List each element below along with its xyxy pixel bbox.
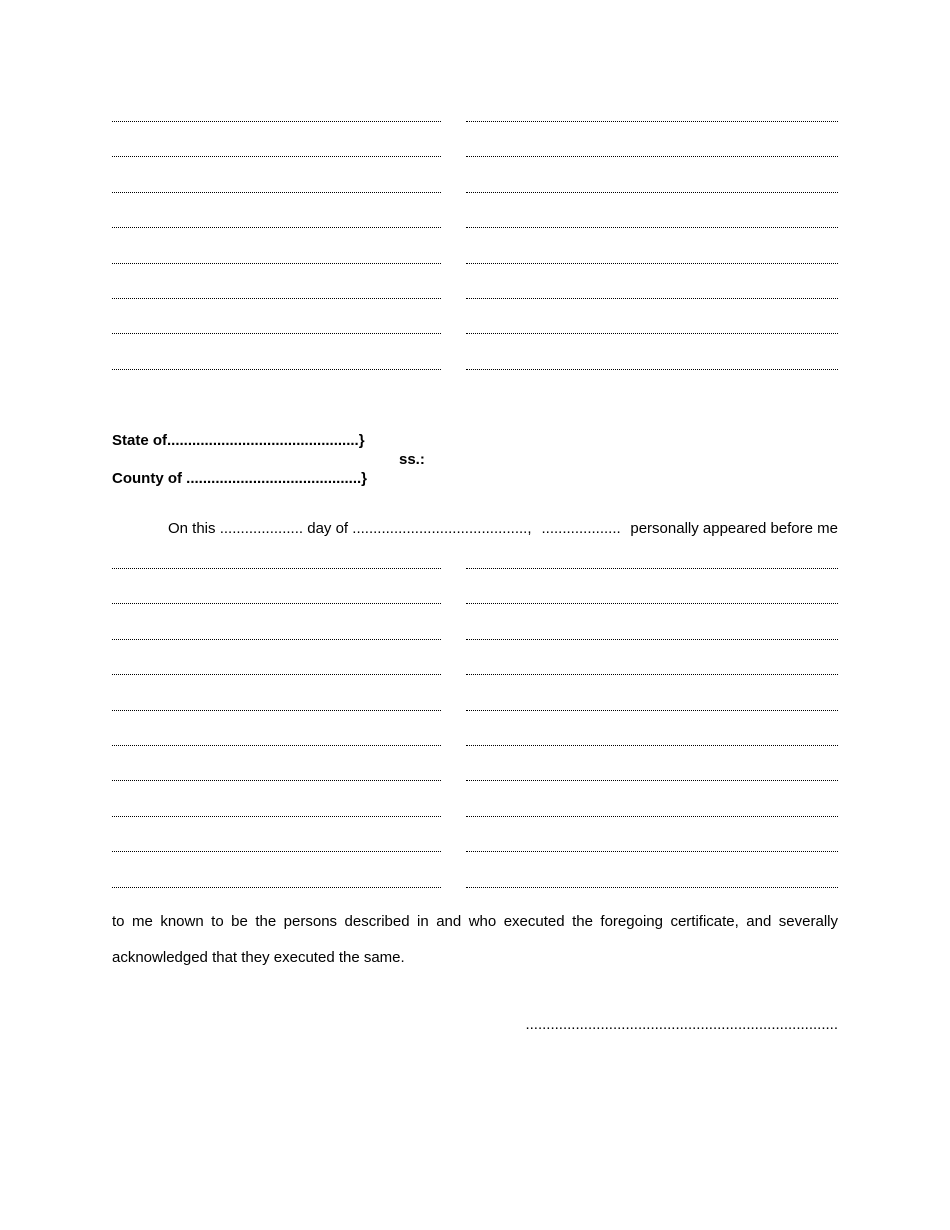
on-this-text: On this [168, 520, 216, 537]
person-blank-left[interactable] [112, 568, 441, 569]
person-line-row [112, 555, 838, 590]
day-blank[interactable]: .................... [219, 520, 304, 537]
person-blank-right[interactable] [466, 603, 838, 604]
name-blank-left[interactable] [112, 192, 441, 193]
name-line-row [112, 143, 838, 178]
closing-paragraph [112, 904, 838, 975]
name-blank-left[interactable] [112, 369, 441, 370]
person-blank-right[interactable] [466, 639, 838, 640]
name-blank-right[interactable] [466, 121, 838, 122]
name-line-row [112, 356, 838, 391]
person-blank-left[interactable] [112, 674, 441, 675]
person-line-row [112, 732, 838, 767]
person-blank-left[interactable] [112, 745, 441, 746]
day-of-text: day of [307, 520, 349, 537]
person-blank-left[interactable] [112, 816, 441, 817]
name-blank-right[interactable] [466, 369, 838, 370]
name-line-row [112, 179, 838, 214]
name-blank-right[interactable] [466, 263, 838, 264]
person-line-row [112, 767, 838, 802]
person-blank-right[interactable] [466, 745, 838, 746]
person-blank-right[interactable] [466, 851, 838, 852]
person-blank-right[interactable] [466, 674, 838, 675]
ss-label: ss.: [399, 451, 425, 468]
person-line-row [112, 838, 838, 873]
year-blank[interactable]: ................... [541, 520, 621, 537]
person-blank-right[interactable] [466, 780, 838, 781]
person-blank-right[interactable] [466, 816, 838, 817]
name-blank-right[interactable] [466, 227, 838, 228]
person-line-row [112, 661, 838, 696]
acknowledgment-intro [112, 520, 838, 537]
person-line-row [112, 590, 838, 625]
name-blank-left[interactable] [112, 333, 441, 334]
person-line-row [112, 697, 838, 732]
personally-appeared-text: personally appeared before me [630, 520, 838, 537]
person-line-row [112, 626, 838, 661]
name-blank-right[interactable] [466, 298, 838, 299]
name-blank-left[interactable] [112, 121, 441, 122]
person-blank-right[interactable] [466, 568, 838, 569]
name-blank-right[interactable] [466, 192, 838, 193]
appearing-persons-lines [112, 555, 838, 909]
person-blank-left[interactable] [112, 603, 441, 604]
person-blank-right[interactable] [466, 887, 838, 888]
name-line-row [112, 320, 838, 355]
name-line-row [112, 108, 838, 143]
person-blank-right[interactable] [466, 710, 838, 711]
person-blank-left[interactable] [112, 887, 441, 888]
month-blank[interactable]: .........................................., [352, 520, 532, 537]
name-blank-left[interactable] [112, 298, 441, 299]
name-blank-left[interactable] [112, 156, 441, 157]
signature-blank[interactable]: ........................................................................... [525, 1016, 838, 1033]
county-of-field[interactable]: County of ..........................................} [112, 470, 368, 487]
name-blank-left[interactable] [112, 227, 441, 228]
name-line-row [112, 214, 838, 249]
person-blank-left[interactable] [112, 710, 441, 711]
name-line-row [112, 285, 838, 320]
name-blank-right[interactable] [466, 333, 838, 334]
top-name-lines [112, 108, 838, 391]
name-blank-left[interactable] [112, 263, 441, 264]
closing-line-1: to me known to be the persons described in and who executed the foregoing certificate, and severally [112, 913, 838, 930]
person-blank-left[interactable] [112, 851, 441, 852]
name-line-row [112, 250, 838, 285]
person-blank-left[interactable] [112, 780, 441, 781]
person-line-row [112, 803, 838, 838]
state-of-field[interactable]: State of..............................................} [112, 432, 365, 449]
closing-line-2: acknowledged that they executed the same. [112, 948, 405, 966]
venue-block [112, 430, 512, 500]
name-blank-right[interactable] [466, 156, 838, 157]
person-blank-left[interactable] [112, 639, 441, 640]
